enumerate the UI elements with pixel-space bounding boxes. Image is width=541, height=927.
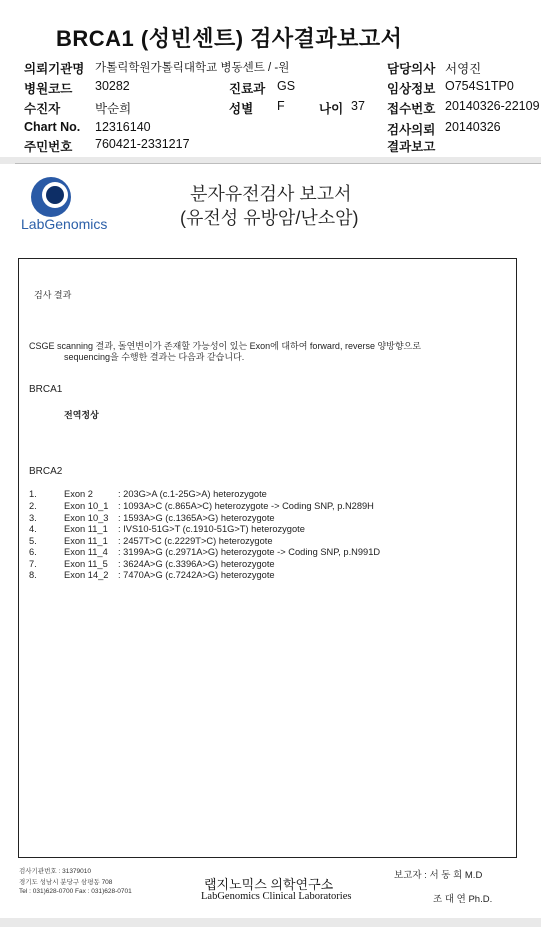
label-request-date: 검사의뢰 [387, 123, 436, 137]
variant-desc: : 3624A>G (c.3396A>G) heterozygote [118, 559, 275, 569]
footer-address: 경기도 성남시 분당구 삼평동 708 [19, 879, 113, 886]
label-doctor: 담당의사 [387, 62, 436, 76]
variant-desc: : 1593A>G (c.1365A>G) heterozygote [118, 513, 275, 523]
footer-phone: Tel : 031)628-0700 Fax : 031)628-0701 [19, 888, 132, 895]
variant-desc: : 1093A>C (c.865A>C) heterozygote -> Coding SNP, p.N289H [118, 501, 374, 511]
bottom-band [0, 918, 541, 927]
value-chart-no: 12316140 [95, 120, 151, 134]
variant-num: 5. [29, 536, 37, 546]
variant-num: 8. [29, 570, 37, 580]
document-title: 분자유전검사 보고서 [190, 184, 352, 204]
variant-exon: Exon 11_1 [64, 524, 108, 534]
value-age: 37 [351, 99, 365, 113]
variant-desc: : 7470A>G (c.7242A>G) heterozygote [118, 570, 275, 580]
variant-exon: Exon 11_5 [64, 559, 108, 569]
value-clinical-info: O754S1TP0 [445, 79, 514, 93]
variant-exon: Exon 14_2 [64, 570, 109, 580]
footer-reporter-2: 조 대 연 Ph.D. [433, 894, 493, 905]
value-request-date: 20140326 [445, 120, 501, 134]
value-department: GS [277, 79, 296, 93]
label-department: 진료과 [229, 82, 266, 96]
variant-exon: Exon 10_3 [64, 513, 109, 523]
variant-exon: Exon 2 [64, 489, 93, 499]
value-patient: 박순희 [95, 102, 132, 116]
footer-lab-name-en: LabGenomics Clinical Laboratories [201, 891, 352, 902]
label-sex: 성별 [229, 102, 254, 116]
variant-exon: Exon 10_1 [64, 501, 109, 511]
value-sex: F [277, 99, 285, 113]
variant-desc: : IVS10-51G>T (c.1910-51G>T) heterozygote [118, 524, 305, 534]
labgenomics-logo-text: LabGenomics [21, 216, 108, 232]
variant-desc: : 2457T>C (c.2229T>C) heterozygote [118, 536, 273, 546]
label-chart-no: Chart No. [24, 120, 81, 134]
intro-line-1: CSGE scanning 결과, 돌연변이가 존재할 가능성이 있는 Exon에 대하여 forward, reverse 양방향으로 [29, 341, 421, 351]
label-clinical-info: 임상정보 [387, 82, 436, 96]
label-receipt-no: 접수번호 [387, 102, 436, 116]
footer-lab-name-ko: 랩지노믹스 의학연구소 [204, 877, 334, 892]
divider-line [15, 163, 541, 164]
value-receipt-no: 20140326-22109 [445, 99, 540, 113]
footer-reporter-1: 보고자 : 서 동 희 M.D [394, 870, 483, 881]
variant-desc: : 203G>A (c.1-25G>A) heterozygote [118, 489, 267, 499]
brca2-label: BRCA2 [29, 466, 63, 477]
variant-desc: : 3199A>G (c.2971A>G) heterozygote -> Coding SNP, p.N991D [118, 547, 381, 557]
value-resident-no: 760421-2331217 [95, 137, 190, 151]
brca1-label: BRCA1 [29, 384, 63, 395]
result-heading: 검사 결과 [34, 290, 72, 300]
label-hospital-code: 병원코드 [24, 82, 73, 96]
report-title: BRCA1 (성빈센트) 검사결과보고서 [56, 26, 403, 51]
value-institution: 가톨릭학원가톨릭대학교 병동센트 / -원 [95, 62, 290, 74]
intro-line-2: sequencing을 수행한 결과는 다음과 같습니다. [64, 352, 245, 362]
variant-num: 4. [29, 524, 37, 534]
variant-exon: Exon 11_4 [64, 547, 108, 557]
value-doctor: 서영진 [445, 62, 482, 76]
variant-exon: Exon 11_1 [64, 536, 108, 546]
label-resident-no: 주민번호 [24, 140, 73, 154]
variant-num: 7. [29, 559, 37, 569]
document-subtitle: (유전성 유방암/난소암) [180, 208, 359, 228]
variant-num: 3. [29, 513, 37, 523]
label-patient: 수진자 [24, 102, 61, 116]
brca1-result: 전역정상 [64, 410, 99, 420]
variant-num: 2. [29, 501, 37, 511]
label-result-report: 결과보고 [387, 140, 436, 154]
label-institution: 의뢰기관명 [24, 62, 85, 76]
variant-num: 6. [29, 547, 37, 557]
value-hospital-code: 30282 [95, 79, 130, 93]
footer-org-number: 검사기관번호 : 31379010 [19, 868, 92, 875]
variant-num: 1. [29, 489, 37, 499]
label-age: 나이 [319, 102, 344, 116]
